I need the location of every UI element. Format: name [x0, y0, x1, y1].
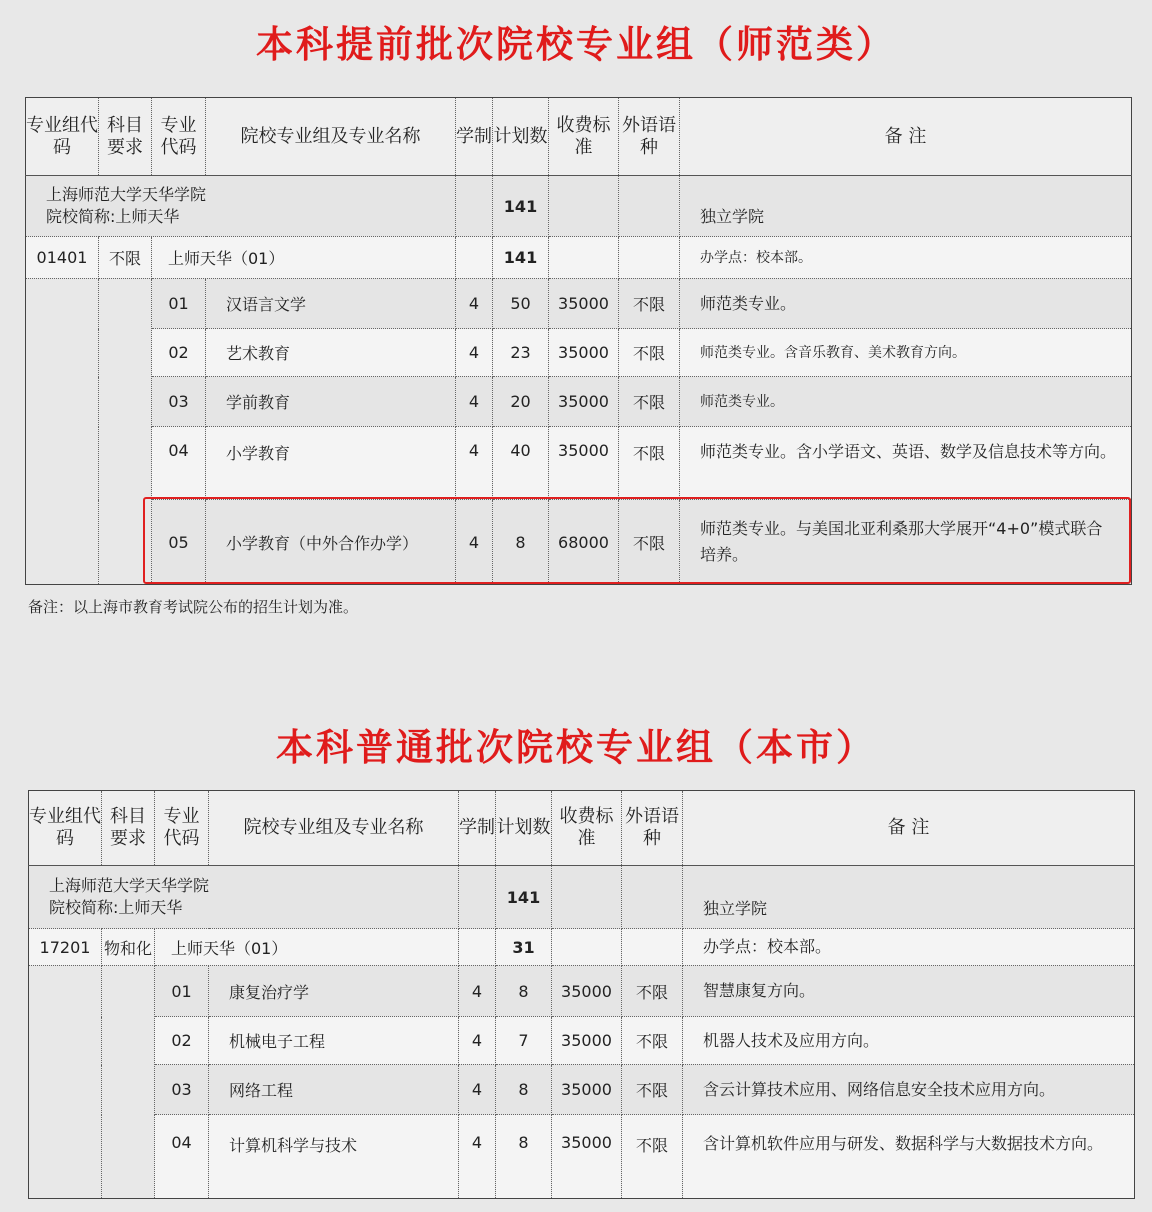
header-group-code: 专业组代码	[29, 791, 102, 866]
major-name: 小学教育	[206, 427, 456, 500]
major-name: 机械电子工程	[209, 1017, 459, 1065]
header-major-code: 专业代码	[152, 98, 206, 176]
header-major-name: 院校专业组及专业名称	[209, 791, 459, 866]
advance-batch-table	[25, 97, 1132, 585]
major-fee: 35000	[549, 427, 619, 500]
group-code: 01401	[26, 237, 99, 279]
group-subject: 不限	[99, 237, 152, 279]
major-code: 05	[152, 500, 206, 585]
major-note: 师范类专业。含音乐教育、美术教育方向。	[680, 329, 1132, 377]
institution-name: 上海师范大学天华学院	[46, 185, 207, 204]
section-title-advance-batch: 本科提前批次院校专业组（师范类）	[256, 23, 896, 66]
major-fee: 35000	[552, 966, 622, 1017]
major-years: 4	[459, 1017, 496, 1065]
group-plan: 31	[496, 929, 552, 966]
major-fee: 35000	[549, 329, 619, 377]
group-code: 17201	[29, 929, 102, 966]
header-years: 学制	[459, 791, 496, 866]
table-row	[29, 966, 1135, 1017]
major-years: 4	[456, 427, 493, 500]
header-note: 备 注	[683, 791, 1135, 866]
table-row	[29, 1017, 1135, 1065]
institution-cell	[26, 176, 456, 237]
table-row	[29, 1065, 1135, 1115]
major-code: 01	[155, 966, 209, 1017]
header-note: 备 注	[680, 98, 1132, 176]
major-fee: 35000	[552, 1065, 622, 1115]
institution-abbr: 院校简称:上师天华	[49, 898, 183, 917]
major-years: 4	[459, 1065, 496, 1115]
institution-plan: 141	[493, 176, 549, 237]
table-row	[29, 1115, 1135, 1199]
table-header-row	[29, 791, 1135, 866]
institution-row	[29, 866, 1135, 929]
group-subject: 物和化	[102, 929, 155, 966]
major-plan: 8	[496, 1115, 552, 1199]
major-fee: 68000	[549, 500, 619, 585]
table-row	[26, 500, 1132, 585]
major-name: 艺术教育	[206, 329, 456, 377]
group-name: 上师天华（01）	[152, 237, 456, 279]
header-major-code: 专业代码	[155, 791, 209, 866]
major-note: 含云计算技术应用、网络信息安全技术应用方向。	[683, 1065, 1135, 1115]
major-name: 小学教育（中外合作办学）	[206, 500, 456, 585]
major-name: 汉语言文学	[206, 279, 456, 329]
header-language: 外语语种	[619, 98, 680, 176]
regular-batch-table	[28, 790, 1135, 1199]
major-note: 师范类专业。与美国北亚利桑那大学展开“4+0”模式联合培养。	[680, 500, 1132, 585]
institution-name: 上海师范大学天华学院	[49, 876, 210, 895]
major-language: 不限	[619, 377, 680, 427]
header-years: 学制	[456, 98, 493, 176]
major-code: 02	[152, 329, 206, 377]
major-note: 师范类专业。	[680, 377, 1132, 427]
major-years: 4	[456, 329, 493, 377]
major-years: 4	[456, 500, 493, 585]
major-years: 4	[459, 966, 496, 1017]
major-code: 03	[155, 1065, 209, 1115]
major-code: 03	[152, 377, 206, 427]
institution-plan: 141	[496, 866, 552, 929]
major-language: 不限	[622, 966, 683, 1017]
major-name: 计算机科学与技术	[209, 1115, 459, 1199]
major-years: 4	[456, 279, 493, 329]
group-row	[29, 929, 1135, 966]
major-note: 机器人技术及应用方向。	[683, 1017, 1135, 1065]
major-code: 01	[152, 279, 206, 329]
group-plan: 141	[493, 237, 549, 279]
institution-cell	[29, 866, 459, 929]
header-plan: 计划数	[496, 791, 552, 866]
major-note: 智慧康复方向。	[683, 966, 1135, 1017]
table-header-row	[26, 98, 1132, 176]
header-plan: 计划数	[493, 98, 549, 176]
institution-abbr: 院校简称:上师天华	[46, 207, 180, 226]
section-title-regular-batch: 本科普通批次院校专业组（本市）	[276, 726, 876, 769]
major-plan: 8	[496, 1065, 552, 1115]
major-plan: 8	[496, 966, 552, 1017]
major-language: 不限	[622, 1065, 683, 1115]
header-subject: 科目要求	[99, 98, 152, 176]
group-row	[26, 237, 1132, 279]
major-language: 不限	[619, 279, 680, 329]
header-language: 外语语种	[622, 791, 683, 866]
major-fee: 35000	[552, 1115, 622, 1199]
major-fee: 35000	[549, 279, 619, 329]
table-row	[26, 279, 1132, 329]
header-major-name: 院校专业组及专业名称	[206, 98, 456, 176]
major-plan: 20	[493, 377, 549, 427]
major-fee: 35000	[552, 1017, 622, 1065]
header-group-code: 专业组代码	[26, 98, 99, 176]
major-plan: 7	[496, 1017, 552, 1065]
header-fee: 收费标准	[549, 98, 619, 176]
major-name: 网络工程	[209, 1065, 459, 1115]
major-note: 含计算机软件应用与研发、数据科学与大数据技术方向。	[683, 1115, 1135, 1199]
major-language: 不限	[622, 1115, 683, 1199]
major-fee: 35000	[549, 377, 619, 427]
major-name: 康复治疗学	[209, 966, 459, 1017]
major-note: 师范类专业。含小学语文、英语、数学及信息技术等方向。	[680, 427, 1132, 500]
major-name: 学前教育	[206, 377, 456, 427]
major-language: 不限	[622, 1017, 683, 1065]
table-row	[26, 329, 1132, 377]
major-language: 不限	[619, 329, 680, 377]
major-code: 04	[152, 427, 206, 500]
table-row	[26, 427, 1132, 500]
major-language: 不限	[619, 427, 680, 500]
group-note: 办学点：校本部。	[680, 237, 1132, 279]
major-years: 4	[459, 1115, 496, 1199]
major-code: 02	[155, 1017, 209, 1065]
major-plan: 8	[493, 500, 549, 585]
footnote: 备注：以上海市教育考试院公布的招生计划为准。	[28, 598, 359, 616]
major-code: 04	[155, 1115, 209, 1199]
table-row	[26, 377, 1132, 427]
major-plan: 50	[493, 279, 549, 329]
major-plan: 40	[493, 427, 549, 500]
institution-row	[26, 176, 1132, 237]
major-plan: 23	[493, 329, 549, 377]
major-note: 师范类专业。	[680, 279, 1132, 329]
group-name: 上师天华（01）	[155, 929, 459, 966]
header-subject: 科目要求	[102, 791, 155, 866]
major-years: 4	[456, 377, 493, 427]
group-note: 办学点：校本部。	[683, 929, 1135, 966]
institution-note: 独立学院	[683, 866, 1135, 929]
header-fee: 收费标准	[552, 791, 622, 866]
major-language: 不限	[619, 500, 680, 585]
institution-note: 独立学院	[680, 176, 1132, 237]
